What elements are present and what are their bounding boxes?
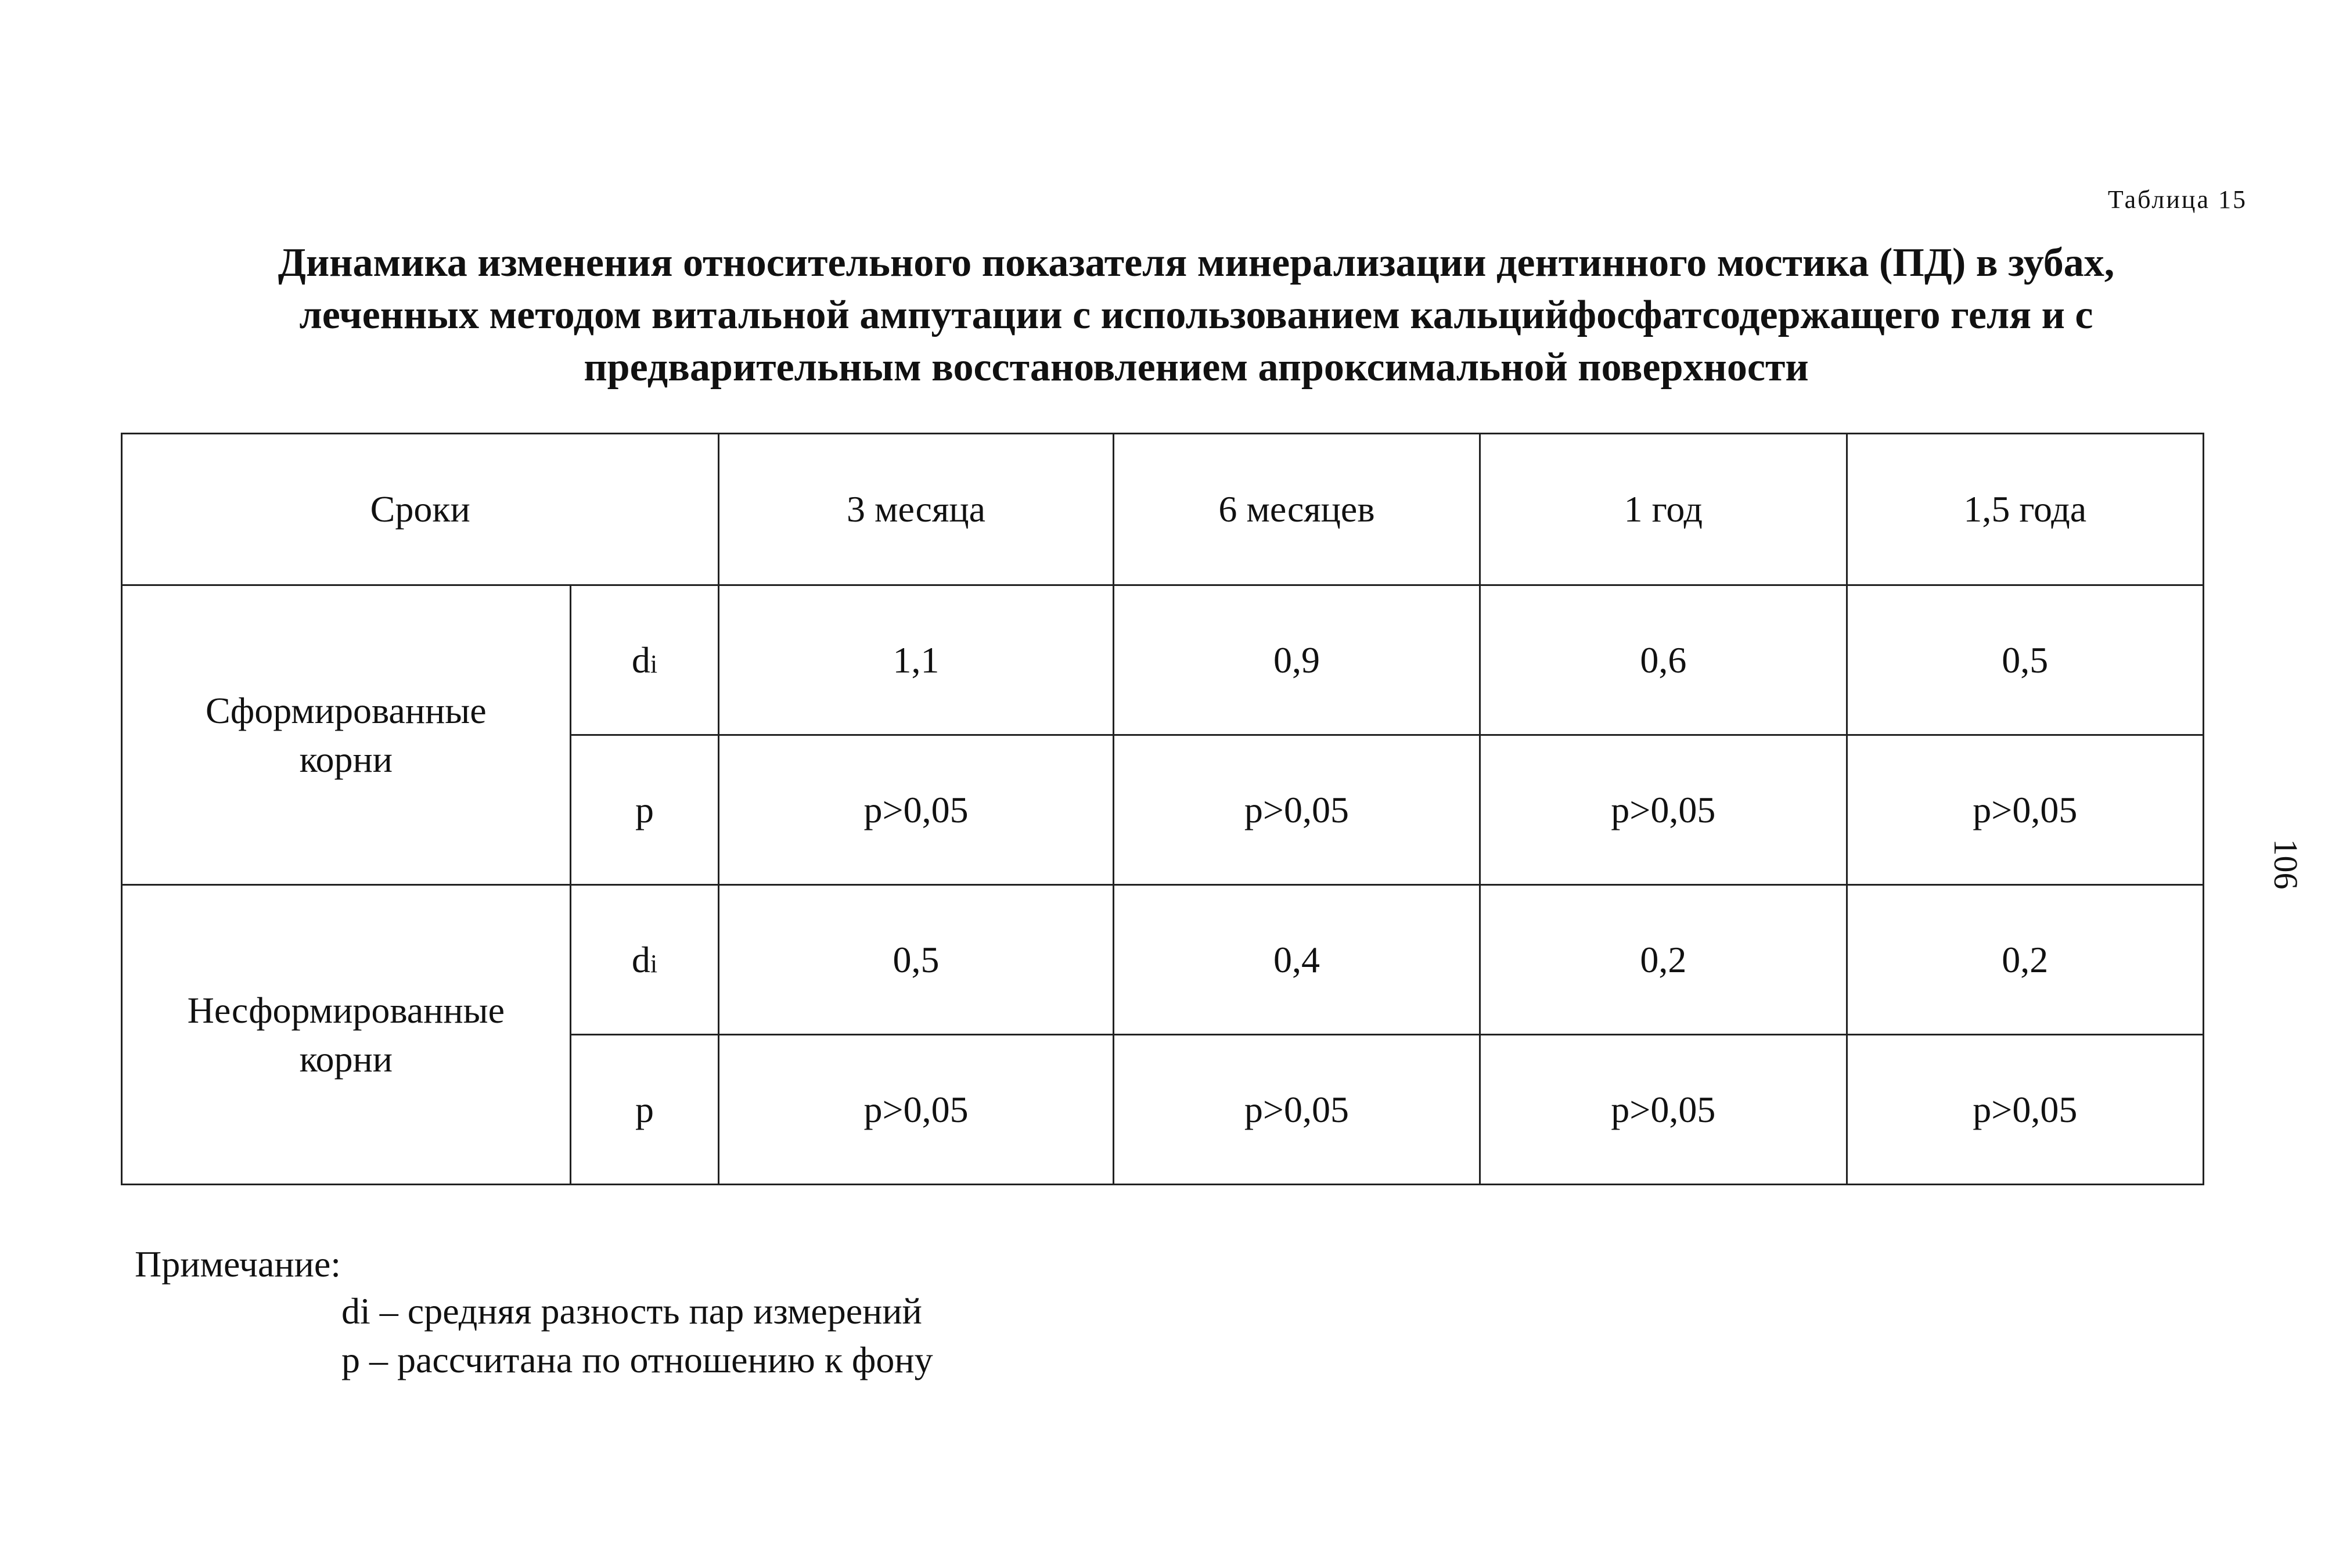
param-cell xyxy=(570,1035,719,1185)
value-cell: 0,2 xyxy=(1480,885,1847,1035)
group-label-line: Сформированные xyxy=(206,689,487,731)
value-cell: p>0,05 xyxy=(1113,735,1480,885)
value-cell: p>0,05 xyxy=(1480,1035,1847,1185)
note-list xyxy=(341,1287,933,1384)
param-cell xyxy=(570,735,719,885)
value-cell: 0,9 xyxy=(1113,585,1480,735)
note-item: p – рассчитана по отношению к фону xyxy=(341,1339,933,1380)
table-row xyxy=(122,885,2204,1035)
table-number-label: Таблица 15 xyxy=(2107,185,2247,214)
param-symbol: p xyxy=(635,1088,654,1130)
group-label-unformed-roots xyxy=(122,885,571,1185)
param-cell xyxy=(570,885,719,1035)
param-subscript: i xyxy=(650,649,658,678)
group-label-line: корни xyxy=(299,1038,393,1080)
group-label-line: Несформированные xyxy=(187,989,505,1031)
value-cell: 0,6 xyxy=(1480,585,1847,735)
value-cell: 1,1 xyxy=(719,585,1113,735)
param-symbol: d xyxy=(631,938,650,980)
value-cell: 0,4 xyxy=(1113,885,1480,1035)
header-col-1-year: 1 год xyxy=(1480,434,1847,585)
title-line: предварительным восстановлением апроксимальной поверхности xyxy=(584,345,1809,390)
group-label-formed-roots xyxy=(122,585,571,885)
note-heading: Примечание: xyxy=(135,1243,341,1285)
value-cell: 0,2 xyxy=(1847,885,2203,1035)
value-cell: p>0,05 xyxy=(1847,1035,2203,1185)
param-cell xyxy=(570,585,719,735)
value-cell: 0,5 xyxy=(1847,585,2203,735)
title-line: Динамика изменения относительного показателя минерализации дентинного мостика (ПД) в зубах, xyxy=(278,240,2115,285)
header-terms: Сроки xyxy=(122,434,719,585)
table-row xyxy=(122,585,2204,735)
page-number: 106 xyxy=(2267,839,2305,890)
data-table xyxy=(121,433,2204,1185)
value-cell: p>0,05 xyxy=(719,1035,1113,1185)
value-cell: p>0,05 xyxy=(719,735,1113,885)
param-subscript: i xyxy=(650,949,658,978)
value-cell: p>0,05 xyxy=(1480,735,1847,885)
header-col-1-5-years: 1,5 года xyxy=(1847,434,2203,585)
param-symbol: d xyxy=(631,639,650,681)
title-line: леченных методом витальной ампутации с использованием кальцийфосфатсодержащего геля и с xyxy=(299,293,2093,337)
value-cell: p>0,05 xyxy=(1113,1035,1480,1185)
value-cell: 0,5 xyxy=(719,885,1113,1035)
header-col-6-months: 6 месяцев xyxy=(1113,434,1480,585)
table-header-row xyxy=(122,434,2204,585)
value-cell: p>0,05 xyxy=(1847,735,2203,885)
table-title xyxy=(116,237,2276,394)
header-col-3-months: 3 месяца xyxy=(719,434,1113,585)
param-symbol: p xyxy=(635,789,654,830)
note-item: di – средняя разность пар измерений xyxy=(341,1290,922,1332)
group-label-line: корни xyxy=(299,738,393,780)
